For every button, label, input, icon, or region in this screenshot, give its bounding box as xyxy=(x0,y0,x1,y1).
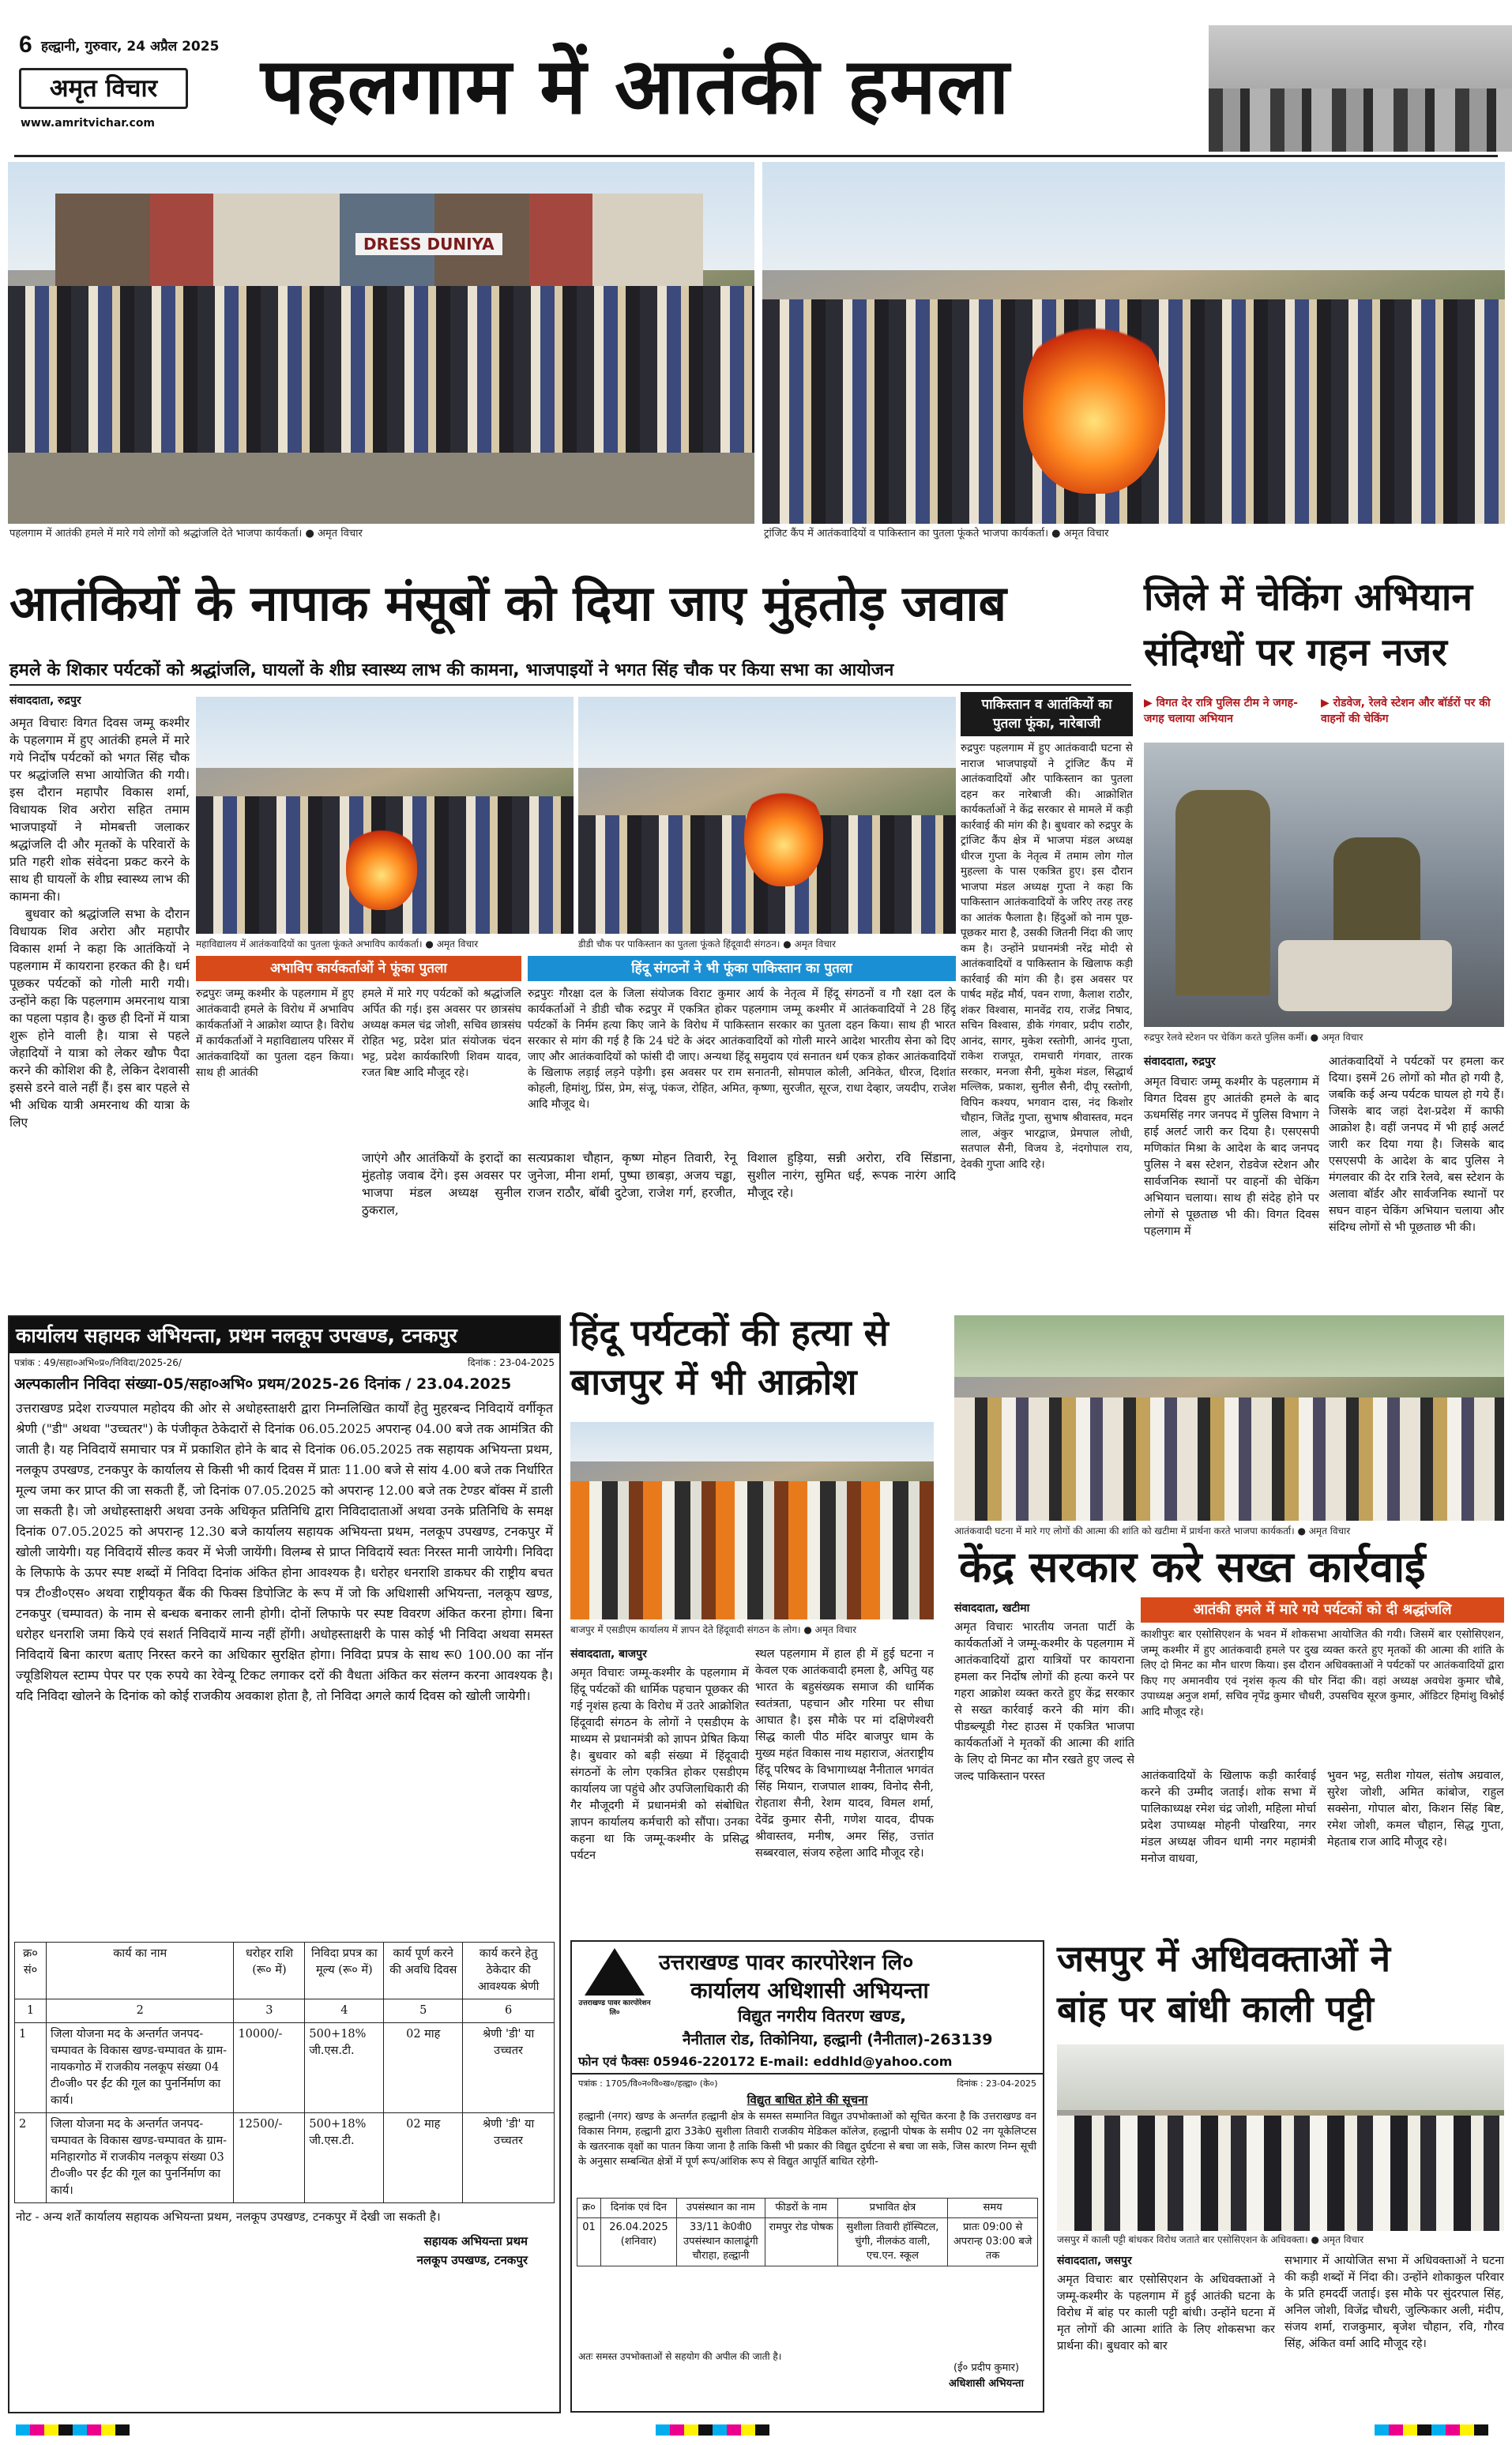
power-address: नैनीताल रोड, तिकोनिया, हल्द्वानी (नैनीताल)-263139 xyxy=(683,2031,993,2048)
site-url: www.amritvichar.com xyxy=(21,117,156,130)
tender-ref-date: दिनांक : 23-04-2025 xyxy=(468,1357,555,1368)
table-row xyxy=(15,2023,555,2113)
table-cell: जिला योजना मद के अन्तर्गत जनपद-चम्पावत के विकास खण्ड-चम्पावत के ग्राम-मनिहारगोठ में राजकीय नलकूप संख्या 03 टी०जी० पर ईंट की गूल का पुनर्निर्माण का कार्य। xyxy=(46,2113,233,2203)
print-color-bar-right xyxy=(1375,2424,1488,2436)
photo-credit: ● अमृत विचार xyxy=(783,939,836,950)
power-sign-2: अधिशासी अभियन्ता xyxy=(949,2378,1024,2390)
tender-office: कार्यालय सहायक अभियन्ता, प्रथम नलकूप उपखण्ड, टनकपुर xyxy=(9,1317,559,1353)
col-number: 1 xyxy=(15,1999,47,2023)
kashipur-badge: आतंकी हमले में मारे गये पर्यटकों को दी श्रद्धांजलि xyxy=(1141,1597,1504,1623)
arrow-icon: ▶ xyxy=(1144,697,1157,709)
table-cell: 10000/- xyxy=(234,2023,305,2113)
point-text: रोडवेज, रेलवे स्टेशन और बॉर्डरों पर की वाहनों की चेकिंग xyxy=(1321,697,1491,725)
bajpur-headline-1: हिंदू पर्यटकों की हत्या से xyxy=(570,1311,889,1354)
tender-sign-2: नलकूप उपखण्ड, टनकपुर xyxy=(416,2253,528,2267)
dd-chowk-photo xyxy=(578,697,956,934)
checking-photo-caption xyxy=(1144,1030,1504,1044)
hindu-sangathan-text: रुद्रपुरः गौरक्षा दल के जिला संयोजक विराट कुमार आर्य के नेतृत्व में हिंदू संगठनों व गौ रक्षा दल के कार्यकर्ताओं ने डीडी चौक रुद्रपुर में एकत्रित होकर पहलगाम जम्मू कश्मीर में आतंकवादियों ने 28 हिंदू पर्यटकों के निर्मम हत्या किए जाने के विरोध में पाकिस्तान सरकार का पुतला दहन किया। साथ ही भारत सरकार से मांग की गई है कि 24 घंटे के अंदर आतंकवादियों को गोली मारने आदेश भारतीय सेना को दिए जाए और आतंकवादियों को फांसी दी जाए। अन्यथा हिंदू समुदाय एवं सनातन धर्म एकत्र होकर आतंकवादियों के खिलाफ लड़ाई लड़ने पड़ेगी। इस अवसर पर राम सनातनी, सोमपाल कोली, अनिकेत, धीरज, दिशांत कोहली, हिमांशु, प्रिंस, प्रेम, संजू, पंकज, रोहित, अमित, कृष्णा, सुरजीत, सूरज, राधा देव्हार, जयदीप, राजेश आदि मौजूद थे। xyxy=(528,987,956,1111)
power-ref: पत्रांक : 1705/वि०न०वि०ख०/हल्द्वा० (के०) xyxy=(578,2078,718,2089)
arrow-icon: ▶ xyxy=(1321,697,1333,709)
power-divider xyxy=(572,2073,1043,2074)
header-cell: समय xyxy=(948,2199,1038,2218)
photo-credit: ● अमृत विचार xyxy=(305,528,363,540)
jaspur-photo-caption xyxy=(1057,2232,1504,2247)
bajpur-photo xyxy=(570,1422,934,1619)
khatima-byline: संवाददाता, खटीमा xyxy=(954,1602,1030,1615)
top-left-caption xyxy=(9,527,752,541)
checking-photo xyxy=(1144,743,1504,1027)
tender-sign xyxy=(9,2230,559,2270)
print-color-bar-left xyxy=(16,2424,130,2436)
power-logo-icon xyxy=(585,1948,645,1995)
kashipur-text: काशीपुरः बार एसोसिएशन के भवन में शोकसभा आयोजित की गयी। जिसमें बार एसोसिएशन, जम्मू कश्मीर में हुए आतंकवादी हमले पर दुख व्यक्त करते हुए मृतकों की आत्मा की शांति के लिए दो मिनट का मौन धारण किया। इस दौरान अधिवक्ताओं ने पर्यटकों पर आतंकवादियों द्वारा किए गए अमानवीय एवं नृशंस कृत्य की घोर निंदा की। वहां अध्यक्ष अवधेश कुमार चौबे, उपाध्यक्ष अनुज शर्मा, सचिव नृपेंद्र कुमार चौधरी, उपसचिव सूरज कुमार, ऑडिटर हिमांशु विश्नोई आदि मौजूद रहे। xyxy=(1141,1628,1504,1718)
tender-title: अल्पकालीन निविदा संख्या-05/सहा०अभि० प्रथम/2025-26 दिनांक / 23.04.2025 xyxy=(14,1375,512,1393)
col-number: 2 xyxy=(46,1999,233,2023)
section-title: पहलगाम में आतंकी हमला xyxy=(261,41,1010,132)
table-cell: श्रेणी 'डी' या उच्चतर xyxy=(463,2113,555,2203)
table-cell: 02 माह xyxy=(384,2113,463,2203)
caption-text: जसपुर में काली पट्टी बांधकर विरोध जताते बार एसोसिएशन के अधिवक्ता। xyxy=(1057,2234,1308,2245)
header-cell: क्र० xyxy=(577,2199,601,2218)
table-row xyxy=(577,2218,1038,2266)
table-cell: सुशीला तिवारी हॉस्पिटल, चुंगी, नीलकंठ वाली, एच.एन. स्कूल xyxy=(837,2218,948,2266)
header-cell: दिनांक एवं दिन xyxy=(600,2199,676,2218)
header-cell: धरोहर राशि (रू० में) xyxy=(234,1943,305,1999)
checking-headline-2: संदिग्धों पर गहन नजर xyxy=(1144,630,1447,675)
table-cell: 12500/- xyxy=(234,2113,305,2203)
tender-notice xyxy=(8,1315,561,2413)
header-cell: कार्य करने हेतु ठेकेदार की आवश्यक श्रेणी xyxy=(463,1943,555,1999)
header-cell: उपसंस्थान का नाम xyxy=(676,2199,765,2218)
header-cell: क्र० सं० xyxy=(15,1943,47,1999)
shop-sign: DRESS DUNIYA xyxy=(355,233,502,255)
col-number: 6 xyxy=(463,1999,555,2023)
lead-para3: जाएंगे और आतंकियों के इरादों का मुंहतोड़ जवाब देंगे। इस अवसर पर भाजपा मंडल अध्यक्ष सुनील ठुकराल, xyxy=(362,1151,521,1217)
tender-table xyxy=(14,1942,555,2203)
header-cell: कार्य का नाम xyxy=(46,1943,233,1999)
tender-ref: पत्रांक : 49/सहा०अभि०प्र०/निविदा/2025-26/ xyxy=(14,1357,182,1368)
pak-effigy-box xyxy=(961,692,1133,1371)
jaspur-col1: अमृत विचारः बार एसोसिएशन के अधिवक्ताओं ने जम्मू-कश्मीर के पहलगाम में हुई आतंकी घटना के विरोध में बांह पर काली पट्टी बांधी। उन्होंने घटना में मृत लोगों की आत्मा शांति के लिए शोकसभा कर प्रार्थना की। बुधवार को बार xyxy=(1057,2274,1275,2353)
lead-byline: संवाददाता, रुद्रपुर xyxy=(9,694,81,707)
photo-credit: ● अमृत विचार xyxy=(803,1624,857,1635)
table-cell: 02 माह xyxy=(384,2023,463,2113)
caption-text: बाजपुर में एसडीएम कार्यालय में ज्ञापन देते हिंदूवादी संगठन के लोग। xyxy=(570,1624,801,1635)
masthead-photo xyxy=(1209,25,1512,152)
point-text: विगत देर रात्रि पुलिस टीम ने जगह-जगह चलाया अभियान xyxy=(1144,697,1298,725)
power-org: उत्तराखण्ड पावर कारपोरेशन लि० xyxy=(659,1950,914,1975)
power-table-header xyxy=(577,2199,1038,2218)
table-cell: श्रेणी 'डी' या उच्चतर xyxy=(463,2023,555,2113)
table-cell: 2 xyxy=(15,2113,47,2203)
power-contact: फोन एवं फैक्सः 05946-220172 E-mail: eddhld@yahoo.com xyxy=(578,2054,953,2069)
jaspur-headline-2: बांह पर बांधी काली पट्टी xyxy=(1057,1988,1374,2030)
tender-ref-row xyxy=(9,1353,559,1371)
page-number: 6 xyxy=(19,32,32,58)
tender-table-header xyxy=(15,1943,555,1999)
checking-headline-1: जिले में चेकिंग अभियान xyxy=(1144,575,1473,619)
tender-note: नोट - अन्य शर्तें कार्यालय सहायक अभियन्ता प्रथम, नलकूप उपखण्ड, टनकपुर में देखी जा सकती है। xyxy=(16,2210,441,2224)
bajpur-col1: अमृत विचारः जम्मू-कश्मीर के पहलगाम में हिंदू पर्यटकों की धार्मिक पहचान पूछकर की गई नृशंस हत्या के विरोध में उतरे आक्रोशित हिंदूवादी संगठन के लोगों ने एसडीएम के माध्यम से प्रधानमंत्री को ज्ञापन प्रेषित किया है। बुधवार को बड़ी संख्या में हिंदूवादी संगठनों के लोग एकत्रित होकर एसडीएम कार्यालय जा पहुंचे और उपजिलाधिकारी की गैर मौजूदगी में प्रधानमंत्री को संबोधित ज्ञापन कार्यालय कर्मचारी को सौंपा। उनका कहना था कि जम्मू-कश्मीर के प्रसिद्ध पर्यटन xyxy=(570,1667,749,1862)
power-division: विद्युत नगरीय वितरण खण्ड, xyxy=(738,2007,907,2026)
col-number: 5 xyxy=(384,1999,463,2023)
table-cell: रामपुर रोड पोषक xyxy=(765,2218,837,2266)
checking-col1: अमृत विचारः जम्मू कश्मीर के पहलगाम में विगत दिवस हुए आतंकी हमले के बाद ऊधमसिंह नगर जनपद में पुलिस विभाग ने हाई अलर्ट जारी कर दिया है। एसएसपी मणिकांत मिश्रा के आदेश के बाद जनपद पुलिस ने बस स्टेशन, रोडवेज स्टेशन और सार्वजनिक स्थानों पर वाहनों की चेकिंग अभियान चलाया। साथ ही संदेह होने पर लोगों से पूछताछ भी की। विगत दिवस पहलगाम में xyxy=(1144,1076,1319,1238)
bajpur-col2: स्थल पहलगाम में हाल ही में हुई घटना न केवल एक आतंकवादी हमला है, अपितु यह भारत के बहुसंख्यक समाज की धार्मिक स्वतंत्रता, पहचान और गरिमा पर सीधा आघात है। इस मौके पर मां दक्षिणेश्वरी सिद्ध काली पीठ मंदिर बाजपुर धाम के मुख्य महंत विकास नाथ महाराज, अंतराष्ट्रीय हिंदू परिषद के विभागाध्यक्ष नैनीताल भगवंत सिंह मियान, राजपाल शाक्य, विनोद सैनी, रोहताश सैनी, रेशम यादव, विमल शर्मा, देवेंद्र कुमार सैनी, गणेश यादव, दीपक श्रीवास्तव, मनीष, अमर सिंह, उत्तांत सब्बरवाल, संजय रुहेला आदि मौजूद रहे। xyxy=(755,1648,934,1860)
pak-effigy-heading: पाकिस्तान व आतंकियों का पुतला फूंका, नारेबाजी xyxy=(961,692,1133,736)
khatima-photo-caption xyxy=(954,1524,1504,1538)
power-logo xyxy=(578,1948,651,2041)
khatima-col2: आतंकवादियों के खिलाफ कड़ी कार्रवाई करने की उम्मीद जताई। शोक सभा में पालिकाध्यक्ष रमेश चंद्र जोशी, महिला मोर्चा प्रदेश उपाध्यक्ष मोहनी पोखरिया, नगर मंडल अध्यक्ष जीवन धामी नगर महामंत्री मनोज वाधवा, xyxy=(1141,1770,1316,1865)
print-color-bar-center xyxy=(656,2424,769,2436)
checking-byline: संवाददाता, रुद्रपुर xyxy=(1144,1055,1216,1068)
bajpur-headline-2: बाजपुर में भी आक्रोश xyxy=(570,1360,857,1403)
power-sign-1: (ई० प्रदीप कुमार) xyxy=(953,2362,1020,2374)
caption-text: डीडी चौक पर पाकिस्तान का पुतला फूंकते हिंदूवादी संगठन। xyxy=(578,939,780,950)
lead-tail: सत्यप्रकाश चौहान, कृष्ण मोहन तिवारी, रेनू जुनेजा, मीना शर्मा, पुष्पा छाबड़ा, अजय चड्ढा, राजन राठौर, बॉबी दुटेजा, राजेश गर्ग, हरजीत, विशाल हुड़िया, सन्नी अरोरा, रवि सिंडाना, सुशील नारंग, सुमित धई, रूपक नारंग आदि मौजूद रहे। xyxy=(528,1151,956,1200)
brand-name: अमृत विचार xyxy=(49,74,158,103)
jaspur-byline: संवाददाता, जसपुर xyxy=(1057,2255,1132,2267)
col-number: 4 xyxy=(305,1999,384,2023)
bajpur-byline: संवाददाता, बाजपुर xyxy=(570,1648,647,1661)
power-ref-row xyxy=(578,2078,1036,2090)
brand-logo xyxy=(19,68,188,109)
table-cell: 01 xyxy=(577,2218,601,2266)
caption-text: ट्रांजिट कैंप में आतंकवादियों व पाकिस्तान का पुतला फूंकते भाजपा कार्यकर्ता। xyxy=(764,528,1049,540)
power-office: कार्यालय अधिशासी अभियन्ता xyxy=(690,1977,929,2003)
header-cell: फीडरों के नाम xyxy=(765,2199,837,2218)
photo-credit: ● अमृत विचार xyxy=(1311,2234,1364,2245)
checking-col2: आतंकवादियों ने पर्यटकों पर हमला कर दिया। इसमें 26 लोगों को मौत हो गयी है, जबकि कई अन्य पर्यटक घायल हो गये हैं। जिसके बाद जहां देश-प्रदेश में काफी आक्रोश है। वहीं जनपद में भी हाई अलर्ट जारी कर दिया गया है। जिसके बाद एसएसपी के आदेश के बाद पुलिस ने मंगलवार की देर रात्रि रेलवे, बस स्टेशन के अलावा बॉर्डर और सार्वजनिक स्थानों पर सघन वाहन चेकिंग अभियान चलाया और संदिग्ध लोगों से भी पूछताछ भी की। xyxy=(1329,1055,1504,1234)
jaspur-col2: सभागार में आयोजित सभा में अधिवक्ताओं ने घटना की कड़ी शब्दों में निंदा की। उन्होंने शोकाकुल परिवार के प्रति हमदर्दी जताई। इस मौके पर सुंदरपाल सिंह, अनिल जोशी, विजेंद्र चौधरी, जुल्फिकार अली, मंदीप, संजय शर्मा, राजकुमार, बृजेश चौहान, रवि, गौरव सिंह, अंकित वर्मा आदि मौजूद रहे। xyxy=(1284,2255,1504,2350)
lead-subhead: हमले के शिकार पर्यटकों को श्रद्धांजलि, घायलों के शीघ्र स्वास्थ्य लाभ की कामना, भाजपाइयों ने भगत सिंह चौक पर किया सभा का आयोजन xyxy=(9,660,894,680)
khatima-col1: अमृत विचारः भारतीय जनता पार्टी के कार्यकर्ताओं ने जम्मू-कश्मीर के पहलगाम में आतंकवादियों द्वारा यात्रियों पर कायराना हमला कर निर्दोष लोगों की हत्या करने पर गहरा आक्रोश व्यक्त करते हुए केंद्र सरकार से सख्त कार्रवाई करने की मांग की। पीडब्ल्यूडी गेस्ट हाउस में एकत्रित भाजपा कार्यकर्ताओं ने मृतकों की आत्मा की शांति के लिए दो मिनट का मौन रखते हुए जल्द से जल्द पाकिस्तान परस्त xyxy=(954,1621,1134,1783)
tender-table-col-numbers xyxy=(15,1999,555,2023)
table-cell: जिला योजना मद के अन्तर्गत जनपद-चम्पावत के विकास खण्ड-चम्पावत के ग्राम-नायकगोठ में राजकीय नलकूप संख्या 04 टी०जी० पर ईंट की गूल का पुनर्निर्माण का कार्य। xyxy=(46,2023,233,2113)
table-row xyxy=(15,2113,555,2203)
top-right-photo xyxy=(762,162,1505,524)
power-footer: अतः समस्त उपभोक्ताओं से सहयोग की अपील की जाती है। xyxy=(578,2351,782,2362)
khatima-col3: भुवन भट्ट, सतीश गोयल, संतोष अग्रवाल, सुरेश जोशी, अमित कांबोज, राहुल सक्सेना, गोपाल बोरा, किशन सिंह बिष्ट, रमेश जोशी, कमल चौहान, सिद्ध गुप्ता, मेहताब राज आदि मौजूद रहे। xyxy=(1327,1770,1504,1849)
abvp-photo xyxy=(196,697,574,934)
lead-intro-text: अमृत विचारः विगत दिवस जम्मू कश्मीर के पहलगाम में हुए आतंकी हमले में मारे गये निर्दोष पर्यटकों को भगत सिंह चौक पर श्रद्धांजलि सभा आयोजित की गयी। इस दौरान महापौर विकास शर्मा, विधायक शिव अरोरा सहित तमाम भाजपाइयों ने मोमबत्ती जलाकर श्रद्धांजलि दी और मृतकों के परिवारों के प्रति गहरी शोक संवेदना प्रकट करने के साथ ही घायलों के शीघ्र स्वास्थ्य लाभ की कामना की। xyxy=(9,716,190,904)
photo-credit: ● अमृत विचार xyxy=(425,939,479,950)
hindu-sangathan-badge: हिंदू संगठनों ने भी फूंका पाकिस्तान का पुतला xyxy=(528,956,956,981)
khatima-headline: केंद्र सरकार करे सख्त कार्रवाई xyxy=(959,1541,1426,1592)
table-cell: 1 xyxy=(15,2023,47,2113)
bajpur-photo-caption xyxy=(570,1623,934,1637)
masthead-rule xyxy=(14,155,1498,157)
power-notice-text: हल्द्वानी (नगर) खण्ड के अन्तर्गत हल्द्वानी क्षेत्र के समस्त सम्मानित विद्युत उपभोक्ताओं को सूचित करना है कि उत्तराखण्ड वन विकास निगम, हल्द्वानी द्वारा 33के0 सुशीला तिवारी राजकीय मेडिकल कॉलेज, हल्द्वानी पोषक के समीप 02 नग यूकेलिप्टस के खतरनाक वृक्षों का पातन किया जाना है ताकि किसी भी प्रकार की विद्युत दुर्घटना से बचा जा सके, जिस कारण निम्न सूची के अनुसार सम्बन्धित क्षेत्रों में पूर्ण रूप/आंशिक रूप से विद्युत आपूर्ति बाधित रहेगी- xyxy=(578,2111,1036,2168)
dd-chowk-photo-caption xyxy=(578,937,956,951)
checking-point-2 xyxy=(1321,695,1504,727)
jaspur-photo xyxy=(1057,2044,1504,2231)
top-right-caption xyxy=(764,527,1503,541)
power-logo-text: उत्तराखण्ड पावर कारपोरेशन लि० xyxy=(578,1999,651,2017)
date-line: हल्द्वानी, गुरुवार, 24 अप्रैल 2025 xyxy=(41,39,220,55)
col-number: 3 xyxy=(234,1999,305,2023)
header-cell: प्रभावित क्षेत्र xyxy=(837,2199,948,2218)
photo-credit: ● अमृत विचार xyxy=(1051,528,1109,540)
table-cell: 33/11 के0वी0 उपसंस्थान कालाढूंगी चौराहा, हल्द्वानी xyxy=(676,2218,765,2266)
khatima-photo xyxy=(954,1315,1504,1521)
power-notice xyxy=(570,1940,1044,2413)
checking-point-1 xyxy=(1144,695,1315,727)
tender-body: उत्तराखण्ड प्रदेश राज्यपाल महोदय की ओर से अधोहस्ताक्षरी द्वारा निम्नलिखित कार्यों हेतु मुहरबन्द निविदायें वर्गीकृत श्रेणी ("डी" अथवा "उच्चतर") के पंजीकृत ठेकेदारों से दिनांक 06.05.2025 अपरान्ह 04.00 बजे तक आमंत्रित की जाती है। यह निविदायें समाचार पत्र में प्रकाशित होने के बाद से दिनांक 06.05.2025 तक सहायक अभियन्ता प्रथम, नलकूप उपखण्ड, टनकपुर के कार्यालय से किसी भी कार्य दिवस में प्रातः 11.00 बजे से सांय 4.00 बजे तक निर्धारित मूल्य जमा कर प्राप्त की जा सकती हैं, जो दिनांक 07.05.2025 को अपरान्ह 12.00 बजे तक टेण्डर बॉक्स में डाली जा सकती है। जो अधोहस्ताक्षरी अथवा उनके अधिकृत प्रतिनिधि द्वारा निविदादाताओं अथवा उनके प्रतिनिधि के समक्ष दिनांक 07.05.2025 को अपरान्ह 12.30 बजे कार्यालय सहायक अभियन्ता प्रथम, नलकूप उपखण्ड, टनकपुर में खोली जायेगी। यह निविदायें सील्ड कवर में भेजी जायेंगी। विलम्ब से प्राप्त निविदायें स्वतः निरस्त मानी जायेगी। निविदा के लिफाफे के ऊपर स्पष्ट शब्दों में निविदा दिनांक अंकित होना आवश्यक है। धरोहर धनराशि डाकघर की राष्ट्रीय बचत पत्र टी०डी०एस० अथवा राष्ट्रीयकृत बैंक की फिक्स डिपोजिट के रूप में जो कि अधिशासी अभियन्ता, नलकूप खण्ड, टनकपुर (चम्पावत) के नाम से बन्धक बनाकर लानी होगी। दोनों लिफाफे पर स्पष्ट विवरण अंकित करना होगा। बिना धरोहर धनराशि जमा किये एवं सशर्त निविदायें मान्य नहीं होंगी। अधोहस्ताक्षरी के पास कोई भी निविदा अथवा समस्त निविदायें बिना कारण बताए निरस्त करने का अधिकार सुरक्षित होगा। निविदा प्रपत्र के साथ रू0 100.00 का नॉन ज्यूडिशियल स्टाम्प पेपर पर एक रुपये का रेवेन्यू टिकट लगाकर दरों की वैधता अंकित कर संलग्न करना आवश्यक है। यदि निविदा खोलने के दिनांक को कोई राजकीय अवकाश होता है, तो निविदा अगले कार्य दिवस को खोली जायेगी। xyxy=(16,1401,553,1703)
pak-effigy-text: रुद्रपुरः पहलगाम में हुए आतंकवादी घटना से नाराज भाजपाइयों ने ट्रांजिट कैंप में आतंकवादियों और पाकिस्तान का पुतला दहन कर नारेबाजी की। आक्रोशित कार्यकर्ताओं ने केंद्र सरकार से मामले में कड़ी कार्रवाई की मांग की है। बुधवार को रुद्रपुर के ट्रांजिट कैंप क्षेत्र में भाजपा मंडल अध्यक्ष धीरज गुप्ता के नेतृत्व में तमाम लोग गोल मुहल्ला के पास एकत्रित हुए। इस दौरान भाजपा मंडल अध्यक्ष गुप्ता ने कहा कि पाकिस्तान आतंकवादियों के जरिए तरह तरह का आतंक फैलाता है। हिंदुओं को नाम पूछ-पूछकर मारा है, उसकी जितनी निंदा की जाए कम है। उन्होंने प्रधानमंत्री नरेंद्र मोदी से आतंकवादियों व पाकिस्तान के खिलाफ कड़ी कार्रवाई की मांग की है। इस अवसर पर पार्षद महेंद्र मौर्य, पवन राणा, कैलाश राठौर, शंकर विश्वास, मानवेंद्र राय, राजेंद्र निषाद, सचिन विश्वास, डीके गंगवार, प्रदीप राठौर, आनंद, सागर, मुकेश रस्तोगी, आनंद गुप्ता, राकेश राजपूत, रामचारी गंगवार, तारक सरकार, मनजा सैनी, मुकेश मंडल, सिद्धार्थ मल्लिक, प्रकाश, सुनील सैनी, दीपू रस्तोगी, विपिन कश्यप, भगवान दास, नंद किशोर चौहान, जितेंद्र गुप्ता, सुभाष श्रीवास्तव, मदन लाल, अंकुर भारद्वाज, प्रेमपाल लोधी, सतपाल सैनी, विजय डे, नंदगोपाल राय, देवकी गुप्ता आदि रहे। xyxy=(961,742,1133,1171)
power-table xyxy=(577,2198,1038,2266)
lead-intro xyxy=(9,692,190,1294)
photo-credit: ● अमृत विचार xyxy=(1310,1032,1363,1043)
jaspur-headline-1: जसपुर में अधिवक्ताओं ने xyxy=(1057,1937,1390,1980)
abvp-col2: हमले में मारे गए पर्यटकों को श्रद्धांजलि अर्पित की गई। इस अवसर पर छात्रसंघ अध्यक्ष कमल चंद्र जोशी, सचिव छात्रसंघ रोहित भट्ट, प्रदेश प्रांत संयोजक चंदन भट्ट, प्रदेश कार्यकारिणी शिवम यादव, रजत बिष्ट आदि मौजूद रहे। xyxy=(362,987,521,1079)
power-notice-title: विद्युत बाधित होने की सूचना xyxy=(747,2093,868,2107)
power-sign xyxy=(949,2360,1024,2392)
table-cell: 500+18% जी.एस.टी. xyxy=(305,2113,384,2203)
lead-divider xyxy=(9,684,1131,686)
abvp-photo-caption xyxy=(196,937,574,951)
abvp-badge: अभाविप कार्यकर्ताओं ने फूंका पुतला xyxy=(196,956,521,981)
abvp-col1: रुद्रपुरः जम्मू कश्मीर के पहलगाम में हुए आतंकवादी हमले के विरोध में अभाविप कार्यकर्ताओं ने आक्रोश व्याप्त है। विरोध में कार्यकर्ताओं ने महाविद्यालय परिसर में आतंकवादियों का पुतला दहन किया। साथ ही आतंकी xyxy=(196,987,354,1079)
caption-text: रुद्रपुर रेलवे स्टेशन पर चेकिंग करते पुलिस कर्मी। xyxy=(1144,1032,1307,1043)
power-ref-date: दिनांक : 23-04-2025 xyxy=(957,2078,1036,2089)
table-cell: 500+18% जी.एस.टी. xyxy=(305,2023,384,2113)
lead-headline: आतंकियों के नापाक मंसूबों को दिया जाए मुंहतोड़ जवाब xyxy=(9,574,1007,632)
caption-text: आतंकवादी घटना में मारे गए लोगों की आत्मा की शांति को खटीमा में प्रार्थना करते भाजपा कार्यकर्ता। xyxy=(954,1525,1295,1537)
photo-credit: ● अमृत विचार xyxy=(1297,1525,1351,1537)
caption-text: महाविद्यालय में आतंकवादियों का पुतला फूंकते अभाविप कार्यकर्ता। xyxy=(196,939,423,950)
header-cell: कार्य पूर्ण करने की अवधि दिवस xyxy=(384,1943,463,1999)
table-cell: 26.04.2025 (शनिवार) xyxy=(600,2218,676,2266)
header-cell: निविदा प्रपत्र का मूल्य (रू० में) xyxy=(305,1943,384,1999)
top-left-photo xyxy=(8,162,754,524)
page-masthead xyxy=(0,0,1512,158)
caption-text: पहलगाम में आतंकी हमले में मारे गये लोगों को श्रद्धांजलि देते भाजपा कार्यकर्ता। xyxy=(9,528,303,540)
tender-sign-1: सहायक अभियन्ता प्रथम xyxy=(423,2234,528,2248)
table-cell: प्रातः 09:00 से अपरान्ह 03:00 बजे तक xyxy=(948,2218,1038,2266)
lead-para2: बुधवार को श्रद्धांजलि सभा के दौरान विधायक शिव अरोरा और महापौर विकास शर्मा ने कहा कि आतंकियों ने पहलगाम में कायराना हरकत की है। धर्म पूछकर पर्यटकों को गोली मारी गयी। उन्होंने कहा कि पहलगाम अमरनाथ यात्रा का पहला पड़ाव है। कुछ ही दिनों में यात्रा शुरू होने वाली है। यात्रा से पहले जेहादियों ने यात्रा को लेकर खौफ पैदा करने की कोशिश की है, लेकिन देशवासी इससे डरने वाले नहीं हैं। इस बार पहले से भी अधिक यात्री अमरनाथ की यात्रा के लिए xyxy=(9,907,190,1130)
